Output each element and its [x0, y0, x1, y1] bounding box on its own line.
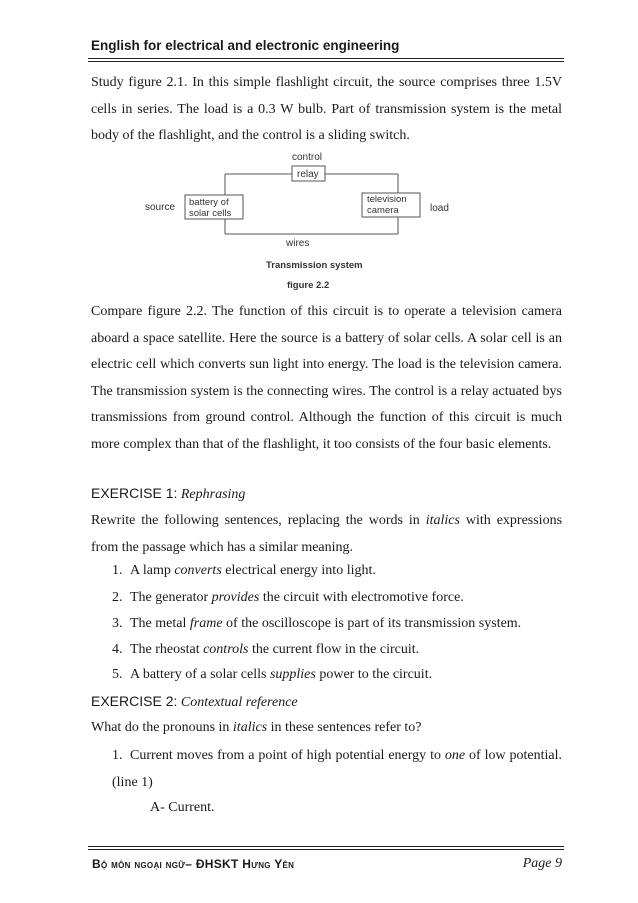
item-text: electrical energy into light.: [221, 563, 376, 578]
load-label: load: [430, 203, 449, 214]
exercise-1-item: [112, 667, 432, 683]
item-text: Current moves from a point of high potential energy to: [130, 748, 445, 763]
exercise-1-instr-a: Rewrite the following sentences, replacing the words in: [91, 513, 420, 528]
relay-label: relay: [297, 169, 319, 180]
item-italic: one: [444, 748, 466, 763]
circuit-diagram: [140, 148, 480, 294]
paragraph-flashlight: Study figure 2.1. In this simple flashlight circuit, the source comprises three 1.5V cells in series. The load is a 0.3 W bulb. Part of transmission system is the metal body of the flashlight, and the control is a sliding switch.: [91, 75, 562, 143]
item-text: of the oscilloscope is part of its transmission system.: [222, 616, 522, 631]
item-number: 1.: [112, 748, 123, 763]
footer-department: Bộ môn ngoại ngữ– ĐHSKT Hưng Yên: [92, 857, 295, 871]
wires-label: wires: [286, 238, 310, 249]
item-number: 1.: [112, 563, 123, 578]
item-text: power to the circuit.: [315, 667, 433, 682]
control-label: control: [292, 152, 323, 163]
item-text: A lamp: [130, 563, 175, 578]
paragraph-satellite: Compare figure 2.2. The function of this circuit is to operate a television camera aboard a space satellite. Here the source is a battery of solar cells. A solar cell is an electric cell which converts sun light into energy. The load is the television camera. The transmission system is the connecting wires. The control is a relay actuated bys transmissions from ground control. Although the function of this circuit is much more complex than that of the flashlight, it too consists of the four basic elements.: [91, 304, 562, 452]
figure-label: figure 2.2: [287, 280, 330, 291]
exercise-2-instructions: [91, 720, 421, 736]
header-rule: [88, 58, 564, 59]
item-text: of low potential. (line 1): [112, 748, 562, 790]
item-number: 5.: [112, 667, 123, 682]
page-header-title: English for electrical and electronic engineering: [91, 38, 400, 53]
exercise-2-subtitle: Contextual reference: [180, 695, 298, 710]
exercise-1-item: [112, 590, 464, 606]
exercise-1-item: [112, 563, 376, 579]
item-italic: frame: [189, 616, 223, 631]
exercise-2-item: [112, 742, 562, 796]
exercise-1-label: EXERCISE 1:: [91, 485, 178, 501]
source-label: source: [145, 202, 176, 213]
item-number: 2.: [112, 590, 123, 605]
camera-label-1: television: [367, 194, 407, 205]
header-rule-2: [88, 61, 564, 62]
footer-rule-2: [88, 849, 564, 850]
camera-label-2: camera: [367, 205, 399, 216]
item-number: 3.: [112, 616, 123, 631]
exercise-2-heading: [91, 693, 298, 711]
exercise-1-instr-italic: italics: [425, 513, 460, 528]
battery-label-2: solar cells: [189, 208, 232, 219]
item-italic: controls: [203, 642, 249, 657]
item-number: 4.: [112, 642, 123, 657]
footer-rule: [88, 846, 564, 847]
page-number: Page 9: [522, 856, 562, 871]
exercise-2-instr-italic: italics: [232, 720, 268, 735]
exercise-2-answer: A- Current.: [150, 800, 215, 815]
item-italic: converts: [174, 563, 222, 578]
exercise-1-instructions: [91, 508, 562, 561]
item-text: The metal: [130, 616, 190, 631]
exercise-1-heading: [91, 485, 245, 503]
exercise-2-instr-a: What do the pronouns in: [91, 720, 233, 735]
exercise-1-subtitle: Rephrasing: [180, 487, 246, 502]
item-italic: supplies: [269, 667, 316, 682]
item-text: A battery of a solar cells: [130, 667, 270, 682]
exercise-1-instr-b: with expressions from the passage which has a similar meaning.: [91, 513, 563, 555]
item-text: the current flow in the circuit.: [248, 642, 420, 657]
exercise-1-item: [112, 616, 521, 632]
exercise-1-item: [112, 642, 419, 658]
transmission-caption: Transmission system: [266, 260, 363, 271]
item-italic: provides: [211, 590, 260, 605]
item-text: the circuit with electromotive force.: [259, 590, 464, 605]
item-text: The rheostat: [130, 642, 204, 657]
item-text: The generator: [130, 590, 212, 605]
exercise-2-instr-b: in these sentences refer to?: [267, 720, 422, 735]
battery-label-1: battery of: [189, 197, 229, 208]
exercise-2-label: EXERCISE 2:: [91, 693, 178, 709]
